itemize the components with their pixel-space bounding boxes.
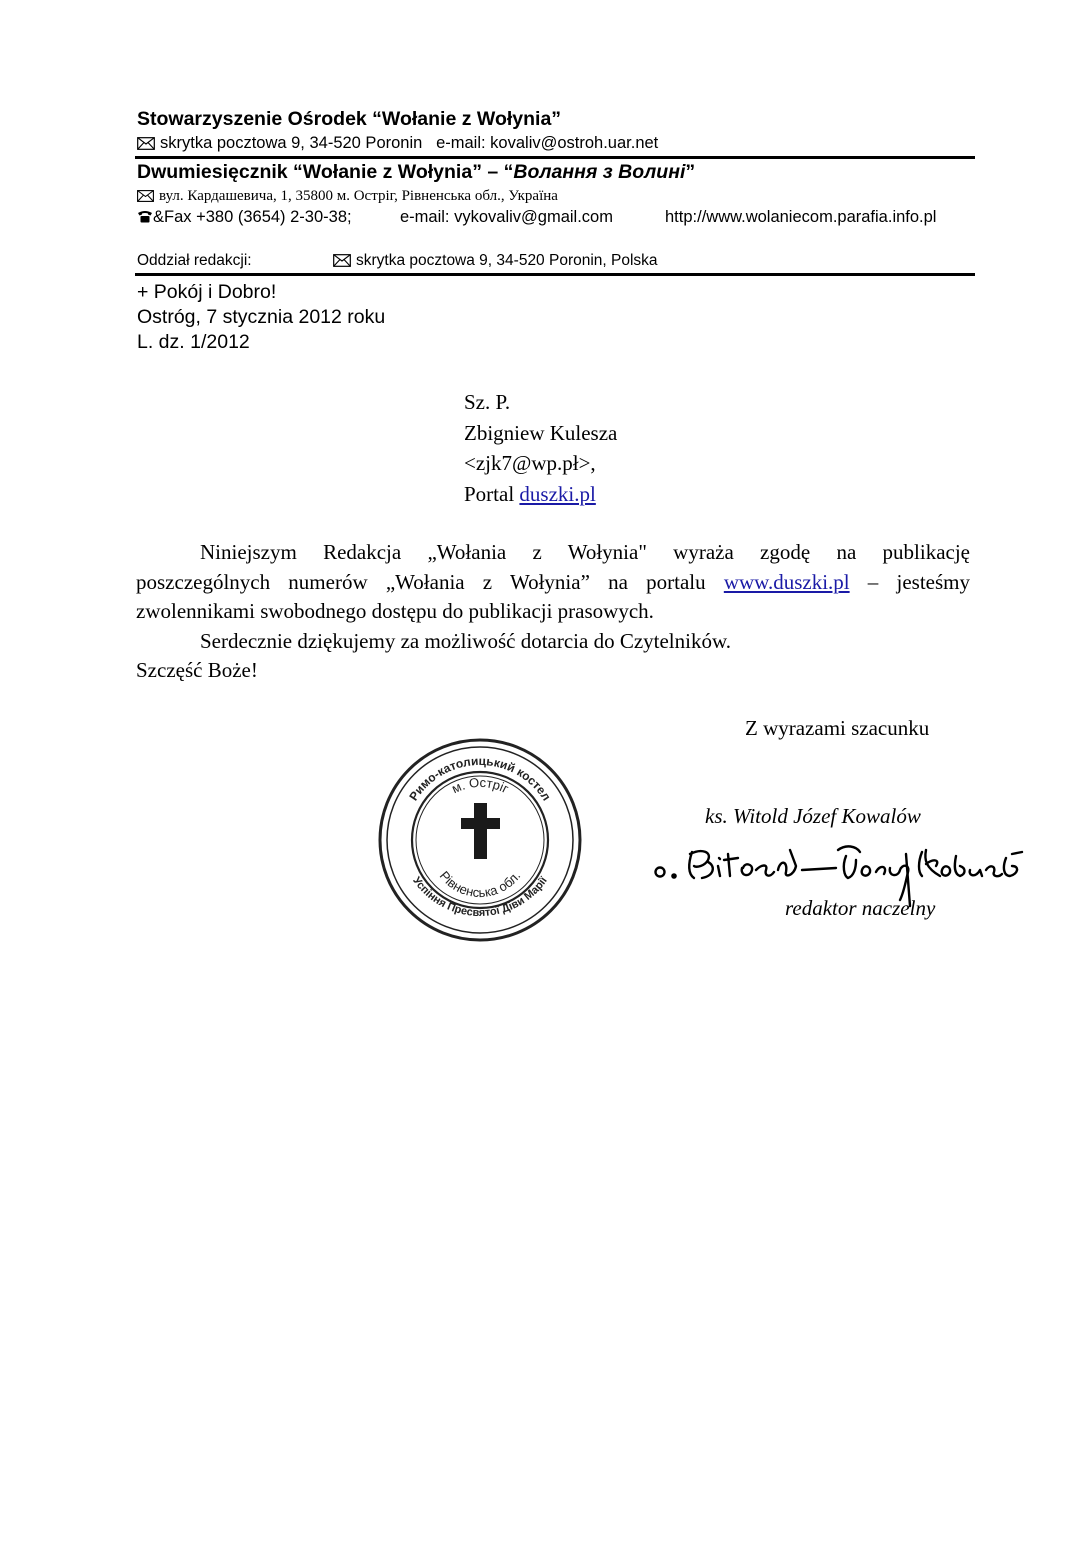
magazine-contact — [137, 208, 937, 227]
magazine-website[interactable]: http://www.wolaniecom.parafia.info.pl — [665, 208, 937, 226]
branch-label: Oddział redakcji: — [137, 252, 252, 269]
organization-name: Stowarzyszenie Ośrodek “Wołanie z Wołynia” — [137, 108, 562, 130]
magazine-name: Dwumiesięcznik “Wołanie z Wołynia” – “Волання з Волині” — [137, 161, 696, 183]
body-paragraph-2: Serdecznie dziękujemy za możliwość dotarcia do Czytelników. — [200, 628, 732, 653]
envelope-icon — [137, 137, 155, 150]
recipient-email: <zjk7@wp.pł>, — [464, 451, 596, 475]
stamp-region: Рівненська обл. — [436, 868, 524, 901]
stamp-town: м. Остріг — [449, 774, 512, 797]
letter-opening — [137, 280, 385, 355]
organization-email: e-mail: kovaliv@ostroh.uar.net — [436, 134, 659, 152]
magazine-phone: &Fax +380 (3654) 2-30-38; — [153, 208, 352, 226]
body-line-3: zwolennikami swobodnego dostępu do publikacji prasowych. — [136, 599, 654, 623]
place-date: Ostróg, 7 stycznia 2012 roku — [137, 306, 386, 328]
parish-stamp — [375, 735, 585, 945]
branch-office — [137, 252, 957, 270]
organization-address: skrytka pocztowa 9, 34-520 Poronin — [160, 134, 423, 152]
magazine-address: вул. Кардашевича, 1, 35800 м. Остріг, Рівненська обл., Україна — [137, 188, 558, 205]
stamp-bottom-text: Успіння Пресвятої Діви Марії — [410, 874, 550, 920]
recipient-portal: Portal duszki.pl — [464, 481, 596, 506]
blessing: Szczęść Boże! — [136, 658, 258, 682]
envelope-icon — [137, 190, 154, 202]
signer-name: ks. Witold Józef Kowalów — [705, 804, 921, 828]
header-rule-bottom — [135, 273, 975, 276]
recipient-block — [464, 387, 617, 509]
letter-body — [136, 538, 970, 686]
closing-regards: Z wyrazami szacunku — [745, 716, 930, 740]
duszki-link[interactable]: www.duszki.pl — [723, 569, 850, 594]
svg-text:м. Остріг — [449, 775, 511, 797]
body-line-2: poszczególnych numerów „Wołania z Wołynia” na portalu www.duszki.pl – jesteśmy — [136, 569, 971, 594]
signer-role: redaktor naczelny — [785, 896, 936, 920]
branch-address-line — [333, 252, 658, 270]
recipient-name: Zbigniew Kulesza — [464, 420, 618, 445]
magazine-name-ukrainian: Волання з Волині — [513, 161, 686, 183]
phone-icon — [137, 210, 153, 223]
branch-address: skrytka pocztowa 9, 34-520 Poronin, Polska — [356, 252, 658, 269]
recipient-honorific: Sz. P. — [464, 390, 511, 414]
reference-number: L. dz. 1/2012 — [137, 331, 250, 353]
salutation: + Pokój i Dobro! — [137, 281, 277, 303]
svg-text:Рівненська обл. — [437, 868, 524, 900]
stamp-top-text: Римо-католицький костел — [406, 753, 554, 804]
portal-link[interactable]: duszki.pl — [519, 481, 596, 506]
organization-contact — [137, 134, 658, 153]
handwritten-signature — [650, 830, 1030, 910]
cross-icon — [461, 803, 500, 859]
body-line-1: Niniejszym Redakcja „Wołania z Wołynia" wyraża zgodę na publikację — [200, 540, 970, 564]
header-rule-top — [135, 156, 975, 159]
magazine-email[interactable]: e-mail: vykovaliv@gmail.com — [400, 208, 613, 226]
envelope-icon — [333, 254, 351, 267]
